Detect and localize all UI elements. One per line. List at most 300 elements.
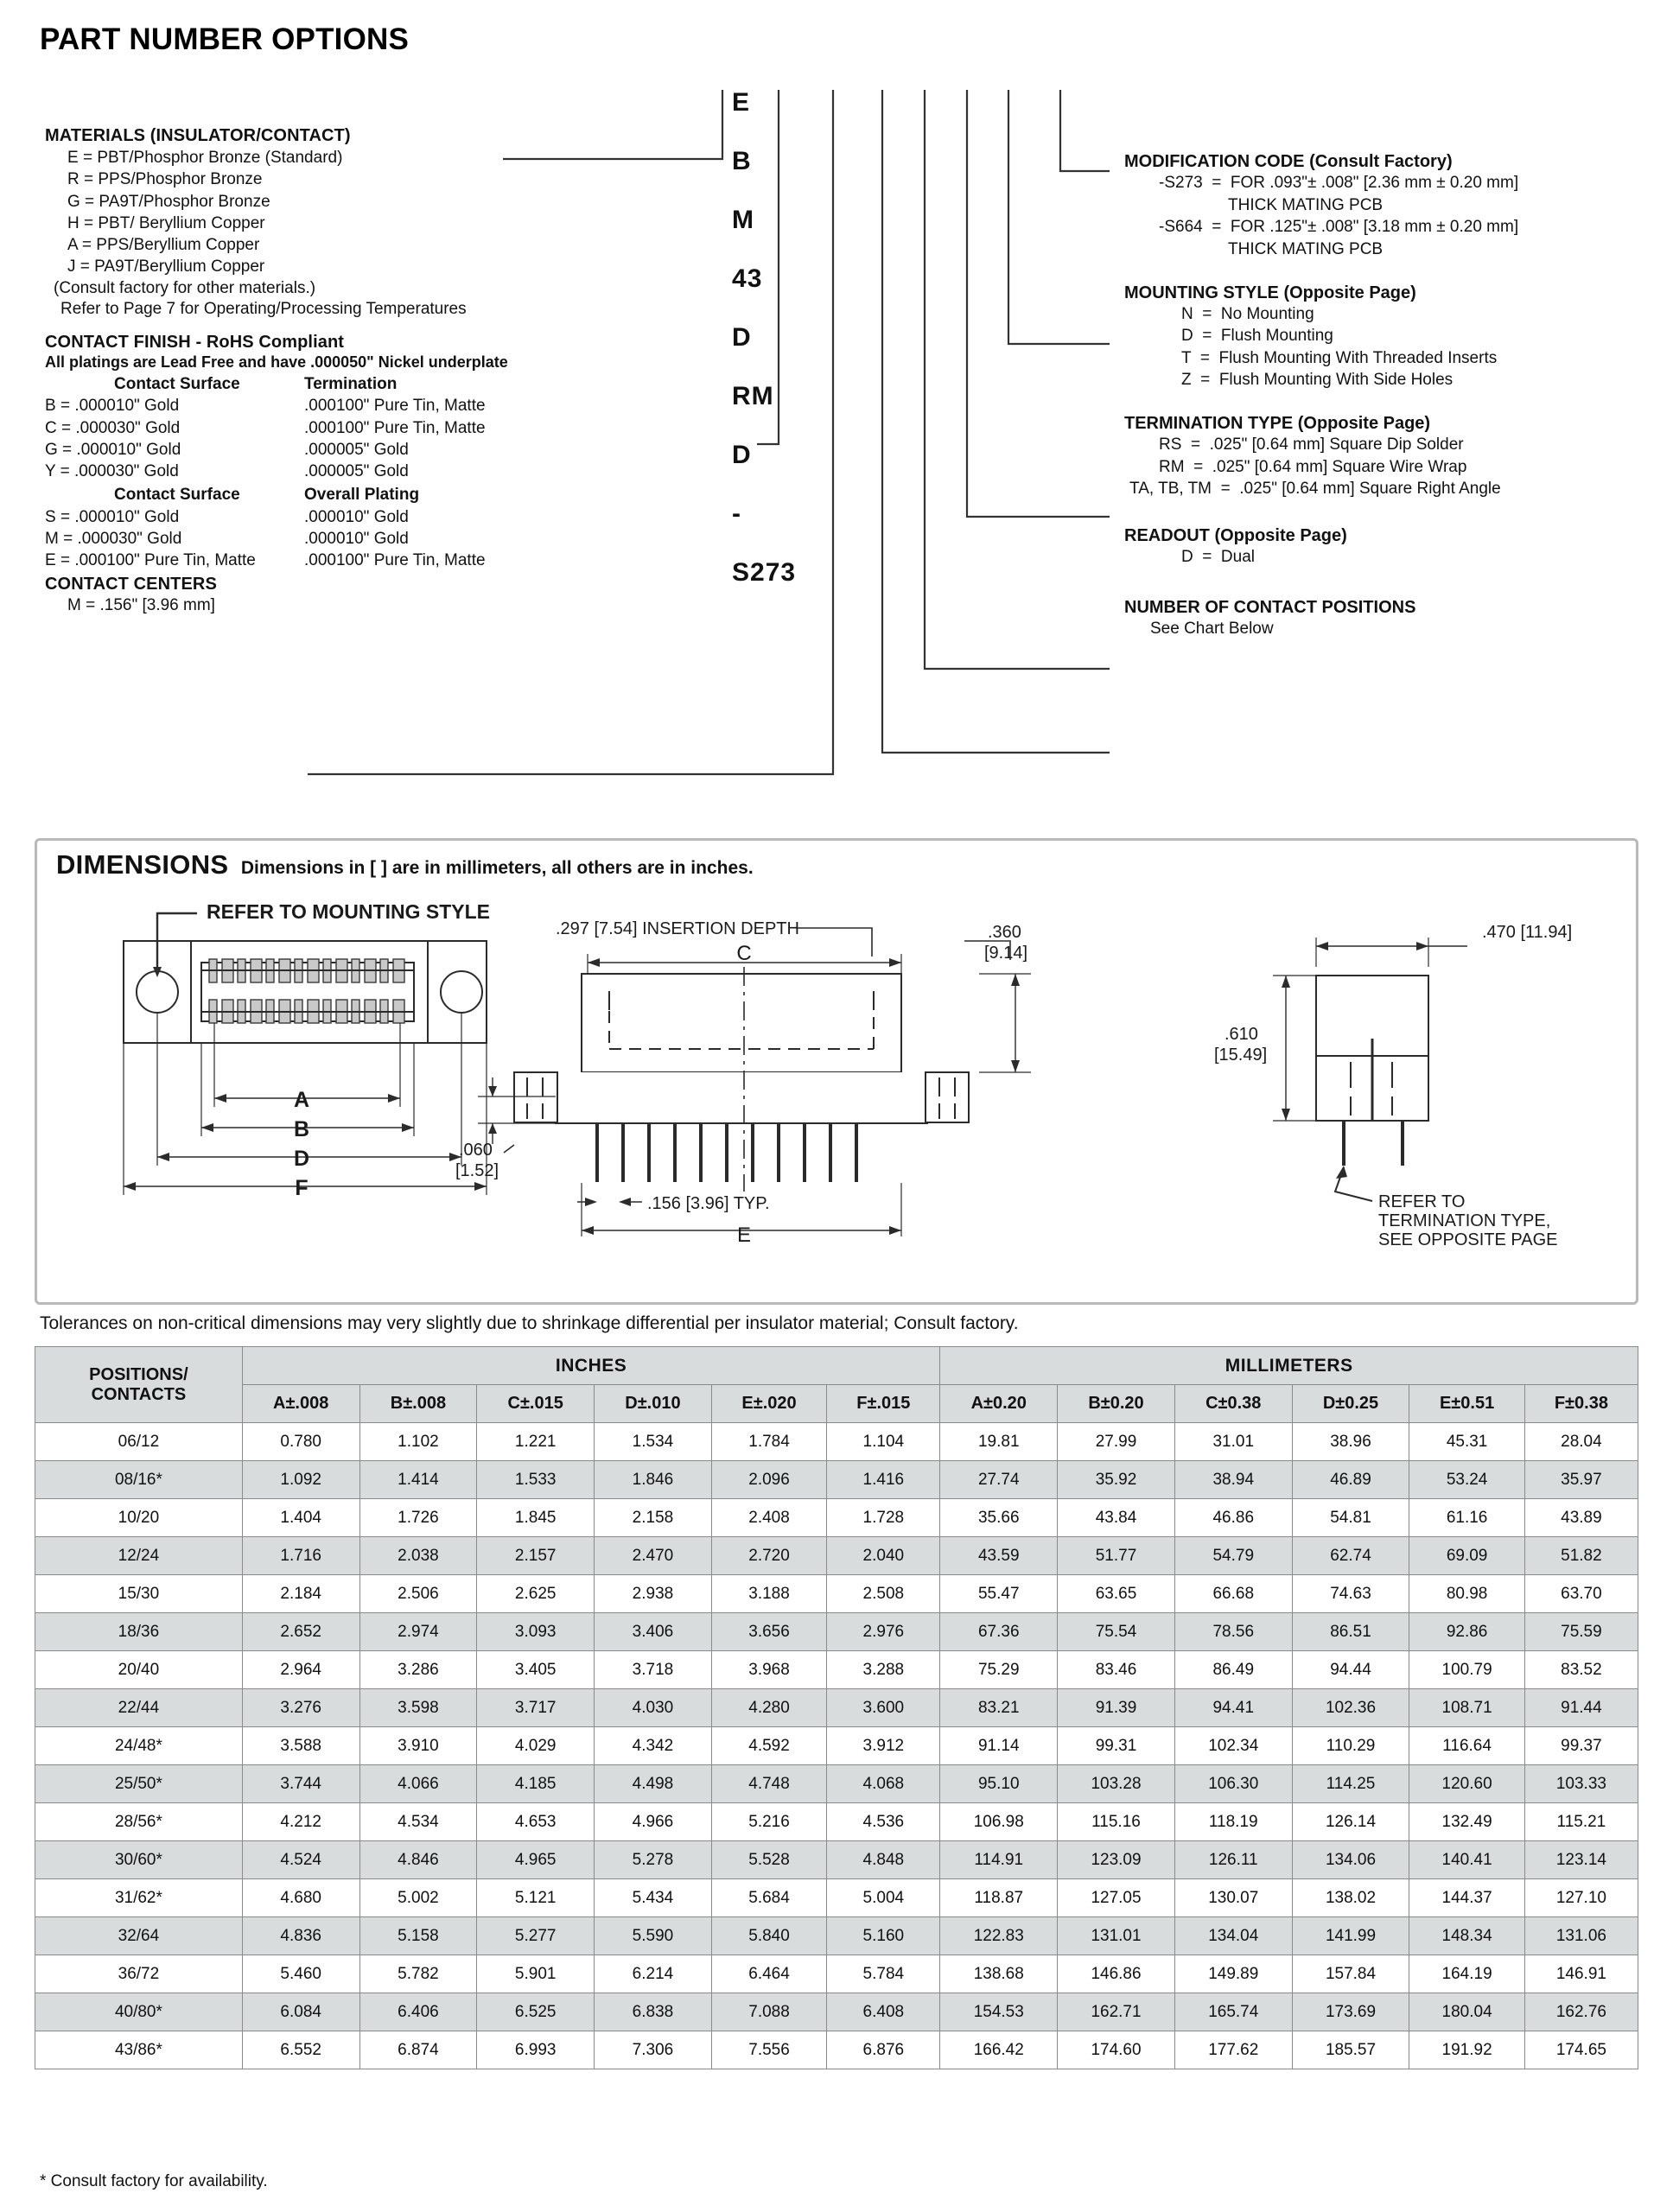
cell-value: 5.278 [595,1841,712,1879]
pn-seg-readout: D [732,323,752,352]
cell-positions: 28/56* [35,1803,243,1841]
cell-value: 1.845 [477,1499,595,1537]
dim-label-f: F [295,1176,309,1200]
mounting-style-option: Z = Flush Mounting With Side Holes [1181,371,1454,390]
pn-seg-centers: M [732,206,755,234]
cell-value: 78.56 [1174,1613,1292,1651]
finish-code: S = .000010" Gold [45,507,180,526]
cell-value: 127.05 [1058,1879,1175,1917]
contact-finish-block [45,333,805,571]
cell-positions: 10/20 [35,1499,243,1537]
cell-value: 134.06 [1292,1841,1409,1879]
cell-value: 27.99 [1058,1423,1175,1461]
col-header-termination: Termination [304,374,398,393]
cell-value: 126.14 [1292,1803,1409,1841]
cell-value: 108.71 [1409,1689,1524,1727]
materials-option: E = PBT/Phosphor Bronze (Standard) [67,149,343,167]
page-title: PART NUMBER OPTIONS [40,22,410,56]
cell-value: 6.552 [242,2031,359,2069]
cell-value: 4.212 [242,1803,359,1841]
cell-value: 146.91 [1524,1955,1638,1993]
table-row [35,1537,1638,1575]
table-column-header-row [35,1385,1638,1423]
cell-value: 75.54 [1058,1613,1175,1651]
cell-value: 69.09 [1409,1537,1524,1575]
cell-value: 144.37 [1409,1879,1524,1917]
cell-value: 138.02 [1292,1879,1409,1917]
cell-value: 118.87 [940,1879,1058,1917]
cell-value: 2.408 [711,1499,826,1537]
col-header: E±.020 [711,1385,826,1423]
contact-positions-heading: NUMBER OF CONTACT POSITIONS [1124,597,1416,617]
pitch-label: .156 [3.96] TYP. [647,1194,770,1213]
cell-value: 103.33 [1524,1765,1638,1803]
termination-callout-line1: REFER TO [1378,1192,1466,1211]
modification-code-block [1124,152,1673,261]
contact-finish-heading: CONTACT FINISH - RoHS Compliant [45,332,345,352]
cell-value: 3.598 [359,1689,477,1727]
tolerance-note: Tolerances on non-critical dimensions may very slightly due to shrinkage differential per insulator material; Consult factory. [40,1313,1019,1333]
finish-code: C = .000030" Gold [45,418,181,437]
mounting-style-callout: REFER TO MOUNTING STYLE [207,900,490,923]
materials-note-2: Refer to Page 7 for Operating/Processing Temperatures [60,300,467,319]
left-options-column [45,126,805,620]
table-row [45,417,805,439]
cell-value: 5.590 [595,1917,712,1955]
readout-heading: READOUT (Opposite Page) [1124,526,1347,546]
cell-value: 1.104 [827,1423,940,1461]
dimensions-subtitle: Dimensions in [ ] are in millimeters, all others are in inches. [240,858,754,878]
cell-value: 131.01 [1058,1917,1175,1955]
cell-value: 55.47 [940,1575,1058,1613]
table-row [45,439,805,461]
positions-header-line1: POSITIONS/ [89,1364,188,1384]
cell-value: 2.184 [242,1575,359,1613]
materials-heading: MATERIALS (INSULATOR/CONTACT) [45,126,351,145]
cell-value: 2.038 [359,1537,477,1575]
materials-options [45,147,805,278]
cell-value: 1.784 [711,1423,826,1461]
cell-value: 2.508 [827,1575,940,1613]
contact-centers-block [45,575,805,616]
termination-callout-line2: TERMINATION TYPE, [1378,1211,1551,1230]
cell-value: 1.404 [242,1499,359,1537]
cell-value: 75.59 [1524,1613,1638,1651]
cell-value: 75.29 [940,1651,1058,1689]
col-header: B±0.20 [1058,1385,1175,1423]
cell-value: 141.99 [1292,1917,1409,1955]
cell-value: 3.600 [827,1689,940,1727]
cell-value: 94.41 [1174,1689,1292,1727]
col-header: E±0.51 [1409,1385,1524,1423]
readout-block [1124,526,1673,569]
table-header-row [45,373,805,395]
cell-value: 106.30 [1174,1765,1292,1803]
pn-seg-dash: - [732,499,742,528]
cell-value: 28.04 [1524,1423,1638,1461]
dimension-drawings-svg [37,880,1636,1261]
contact-finish-subnote: All platings are Lead Free and have .000050" Nickel underplate [45,353,508,371]
cell-value: 54.81 [1292,1499,1409,1537]
modification-code-entry-line: THICK MATING PCB [1228,195,1384,214]
cell-value: 102.36 [1292,1689,1409,1727]
table-row [35,1613,1638,1651]
cell-value: 5.004 [827,1879,940,1917]
termination-callout-line3: SEE OPPOSITE PAGE [1378,1230,1558,1249]
pn-seg-positions: 43 [732,264,763,293]
contact-positions-note: See Chart Below [1150,619,1274,638]
table-row [35,1841,1638,1879]
table-header-row [45,484,805,505]
cell-value: 146.86 [1058,1955,1175,1993]
finish-value: .000005" Gold [304,440,409,459]
cell-value: 2.976 [827,1613,940,1651]
cell-value: 5.002 [359,1879,477,1917]
right-width-label: .470 [11.94] [1482,923,1573,942]
mounting-style-option: D = Flush Mounting [1181,327,1333,346]
table-row [35,1765,1638,1803]
cell-value: 4.653 [477,1803,595,1841]
cell-value: 46.89 [1292,1461,1409,1499]
finish-value: .000100" Pure Tin, Matte [304,397,486,416]
right-height-label: .610 [1225,1025,1258,1044]
cell-positions: 12/24 [35,1537,243,1575]
materials-option: A = PPS/Beryllium Copper [67,236,260,255]
cell-value: 126.11 [1174,1841,1292,1879]
materials-block [45,126,805,321]
cell-value: 3.093 [477,1613,595,1651]
part-number-options-section [40,22,1638,800]
cell-value: 6.525 [477,1993,595,2031]
cell-value: 1.102 [359,1423,477,1461]
materials-option: H = PBT/ Beryllium Copper [67,213,265,232]
cell-value: 1.414 [359,1461,477,1499]
col-header: B±.008 [359,1385,477,1423]
cell-value: 19.81 [940,1423,1058,1461]
table-row [45,506,805,528]
cell-value: 6.084 [242,1993,359,2031]
cell-value: 1.846 [595,1461,712,1499]
cell-value: 5.216 [711,1803,826,1841]
cell-value: 4.280 [711,1689,826,1727]
col-header-contact-surface: Contact Surface [114,374,240,393]
dim-label-c: C [736,942,752,965]
cell-value: 67.36 [940,1613,1058,1651]
cell-value: 123.14 [1524,1841,1638,1879]
cell-value: 140.41 [1409,1841,1524,1879]
cell-value: 91.39 [1058,1689,1175,1727]
table-row [35,1803,1638,1841]
cell-value: 5.160 [827,1917,940,1955]
footnote: * Consult factory for availability. [40,2172,268,2190]
cell-value: 2.096 [711,1461,826,1499]
cell-value: 5.684 [711,1879,826,1917]
table-row [35,1955,1638,1993]
cell-value: 149.89 [1174,1955,1292,1993]
table-group-header-row [35,1347,1638,1385]
dim-label-a: A [293,1088,310,1112]
cell-positions: 06/12 [35,1423,243,1461]
dimensions-panel [35,838,1638,1305]
cell-positions: 30/60* [35,1841,243,1879]
cell-value: 91.14 [940,1727,1058,1765]
cell-value: 83.52 [1524,1651,1638,1689]
cell-value: 4.846 [359,1841,477,1879]
cell-value: 120.60 [1409,1765,1524,1803]
mounting-style-heading: MOUNTING STYLE (Opposite Page) [1124,283,1416,302]
contact-centers-heading: CONTACT CENTERS [45,575,217,594]
cell-value: 5.434 [595,1879,712,1917]
cell-value: 110.29 [1292,1727,1409,1765]
modification-code-entry-line: THICK MATING PCB [1228,239,1384,258]
cell-value: 6.838 [595,1993,712,2031]
cell-value: 174.60 [1058,2031,1175,2069]
contact-centers-heading-row [45,575,805,594]
cell-value: 3.188 [711,1575,826,1613]
cell-value: 3.288 [827,1651,940,1689]
height-360-label: .360 [988,923,1021,942]
finish-code: G = .000010" Gold [45,440,181,459]
cell-value: 83.21 [940,1689,1058,1727]
cell-value: 3.968 [711,1651,826,1689]
cell-value: 3.717 [477,1689,595,1727]
pn-seg-material: E [732,88,751,117]
pn-seg-modification: S273 [732,558,797,587]
cell-value: 7.306 [595,2031,712,2069]
cell-value: 5.782 [359,1955,477,1993]
cell-positions: 20/40 [35,1651,243,1689]
cell-value: 43.84 [1058,1499,1175,1537]
cell-value: 180.04 [1409,1993,1524,2031]
col-header-overall-plating: Overall Plating [304,486,420,505]
cell-positions: 25/50* [35,1765,243,1803]
right-height-mm-label: [15.49] [1214,1046,1268,1065]
modification-code-entry-line: -S664 = FOR .125"± .008" [3.18 mm ± 0.20 mm] [1159,218,1519,237]
modification-code-entry-line: -S273 = FOR .093"± .008" [2.36 mm ± 0.20 mm] [1159,174,1519,192]
table-row [45,550,805,571]
col-header-contact-surface: Contact Surface [114,486,240,505]
cell-value: 2.158 [595,1499,712,1537]
cell-value: 116.64 [1409,1727,1524,1765]
contact-positions-block [1124,598,1673,640]
table-head [35,1347,1638,1423]
cell-value: 43.89 [1524,1499,1638,1537]
table-row [35,1499,1638,1537]
table-row [35,1727,1638,1765]
cell-value: 6.464 [711,1955,826,1993]
cell-value: 43.59 [940,1537,1058,1575]
mounting-style-block [1124,283,1673,392]
pn-seg-mounting: D [732,441,752,469]
cell-value: 61.16 [1409,1499,1524,1537]
table-row [35,1423,1638,1461]
cell-value: 0.780 [242,1423,359,1461]
cell-positions: 24/48* [35,1727,243,1765]
cell-value: 5.121 [477,1879,595,1917]
col-group-millimeters: MILLIMETERS [940,1347,1638,1385]
col-header-positions-contacts [35,1347,243,1423]
cell-value: 166.42 [940,2031,1058,2069]
cell-value: 2.938 [595,1575,712,1613]
cell-value: 6.406 [359,1993,477,2031]
drawing-center-side-view [478,928,1031,1236]
cell-value: 4.966 [595,1803,712,1841]
cell-value: 148.34 [1409,1917,1524,1955]
cell-value: 38.96 [1292,1423,1409,1461]
cell-value: 165.74 [1174,1993,1292,2031]
dimensions-title-row [37,841,1636,880]
col-header: A±.008 [242,1385,359,1423]
materials-option: J = PA9T/Beryllium Copper [67,257,265,276]
cell-value: 1.728 [827,1499,940,1537]
finish-code: E = .000100" Pure Tin, Matte [45,551,256,570]
cell-value: 63.70 [1524,1575,1638,1613]
cell-value: 185.57 [1292,2031,1409,2069]
cell-value: 35.66 [940,1499,1058,1537]
cell-value: 4.536 [827,1803,940,1841]
cell-value: 51.82 [1524,1537,1638,1575]
cell-value: 138.68 [940,1955,1058,1993]
finish-value: .000010" Gold [304,507,409,526]
cell-value: 5.901 [477,1955,595,1993]
termination-type-option: TA, TB, TM = .025" [0.64 mm] Square Right Angle [1129,480,1501,499]
cell-value: 92.86 [1409,1613,1524,1651]
cell-value: 164.19 [1409,1955,1524,1993]
col-header: D±0.25 [1292,1385,1409,1423]
contact-centers-option: M = .156" [3.96 mm] [67,596,215,615]
cell-value: 38.94 [1174,1461,1292,1499]
pn-seg-termination: RM [732,382,774,410]
finish-code: M = .000030" Gold [45,529,182,548]
cell-value: 3.744 [242,1765,359,1803]
cell-value: 3.276 [242,1689,359,1727]
materials-option: R = PPS/Phosphor Bronze [67,170,263,189]
cell-value: 103.28 [1058,1765,1175,1803]
cell-value: 134.04 [1174,1917,1292,1955]
cell-value: 2.652 [242,1613,359,1651]
table-row [35,2031,1638,2069]
dim-label-d: D [293,1147,310,1171]
col-header: F±0.38 [1524,1385,1638,1423]
cell-value: 4.680 [242,1879,359,1917]
materials-option: G = PA9T/Phosphor Bronze [67,192,270,211]
positions-header-line2: CONTACTS [91,1384,187,1404]
cell-positions: 31/62* [35,1879,243,1917]
cell-value: 5.840 [711,1917,826,1955]
cell-positions: 36/72 [35,1955,243,1993]
cell-value: 4.029 [477,1727,595,1765]
table-body [35,1423,1638,2069]
table-row [45,461,805,482]
cell-value: 162.71 [1058,1993,1175,2031]
cell-value: 157.84 [1292,1955,1409,1993]
cell-value: 4.748 [711,1765,826,1803]
cell-value: 3.910 [359,1727,477,1765]
table-row [35,1651,1638,1689]
termination-type-block [1124,414,1673,500]
termination-type-heading: TERMINATION TYPE (Opposite Page) [1124,414,1431,434]
col-header: C±.015 [477,1385,595,1423]
cell-positions: 32/64 [35,1917,243,1955]
cell-value: 3.912 [827,1727,940,1765]
cell-value: 2.157 [477,1537,595,1575]
cell-value: 2.470 [595,1537,712,1575]
cell-value: 7.556 [711,2031,826,2069]
cell-value: 106.98 [940,1803,1058,1841]
col-group-inches: INCHES [242,1347,940,1385]
cell-value: 5.528 [711,1841,826,1879]
cell-value: 2.720 [711,1537,826,1575]
cell-positions: 18/36 [35,1613,243,1651]
cell-value: 99.37 [1524,1727,1638,1765]
cell-value: 63.65 [1058,1575,1175,1613]
finish-value: .000100" Pure Tin, Matte [304,551,486,570]
cell-value: 31.01 [1174,1423,1292,1461]
cell-value: 6.408 [827,1993,940,2031]
thickness-060-label: .060 [459,1141,493,1160]
cell-value: 2.974 [359,1613,477,1651]
right-options-column [1124,152,1673,641]
cell-value: 174.65 [1524,2031,1638,2069]
finish-value: .000005" Gold [304,462,409,481]
cell-value: 4.534 [359,1803,477,1841]
dimension-drawings [37,880,1636,1261]
cell-value: 123.09 [1058,1841,1175,1879]
cell-value: 6.214 [595,1955,712,1993]
cell-value: 1.726 [359,1499,477,1537]
contact-finish-table-2 [45,484,805,571]
cell-value: 54.79 [1174,1537,1292,1575]
contact-finish-table-1 [45,373,805,482]
height-360-mm-label: [9.14] [984,944,1028,963]
finish-code: Y = .000030" Gold [45,462,179,481]
dim-label-e: E [736,1224,752,1247]
cell-value: 4.498 [595,1765,712,1803]
cell-value: 2.964 [242,1651,359,1689]
cell-value: 1.092 [242,1461,359,1499]
cell-value: 122.83 [940,1917,1058,1955]
cell-value: 1.221 [477,1423,595,1461]
table-row [35,1993,1638,2031]
cell-positions: 40/80* [35,1993,243,2031]
cell-value: 1.416 [827,1461,940,1499]
cell-value: 45.31 [1409,1423,1524,1461]
cell-value: 4.524 [242,1841,359,1879]
cell-value: 80.98 [1409,1575,1524,1613]
cell-value: 7.088 [711,1993,826,2031]
termination-type-option: RM = .025" [0.64 mm] Square Wire Wrap [1159,457,1467,476]
cell-value: 4.342 [595,1727,712,1765]
cell-value: 3.286 [359,1651,477,1689]
cell-value: 91.44 [1524,1689,1638,1727]
cell-value: 1.533 [477,1461,595,1499]
cell-value: 5.277 [477,1917,595,1955]
drawing-right-end-view [1273,938,1467,1201]
col-header: F±.015 [827,1385,940,1423]
cell-value: 2.625 [477,1575,595,1613]
cell-value: 4.848 [827,1841,940,1879]
cell-value: 5.784 [827,1955,940,1993]
cell-value: 4.068 [827,1765,940,1803]
col-header: D±.010 [595,1385,712,1423]
cell-value: 2.506 [359,1575,477,1613]
cell-value: 3.405 [477,1651,595,1689]
cell-value: 35.92 [1058,1461,1175,1499]
cell-value: 62.74 [1292,1537,1409,1575]
finish-value: .000010" Gold [304,529,409,548]
mounting-style-option: T = Flush Mounting With Threaded Inserts [1181,348,1498,367]
cell-value: 5.460 [242,1955,359,1993]
